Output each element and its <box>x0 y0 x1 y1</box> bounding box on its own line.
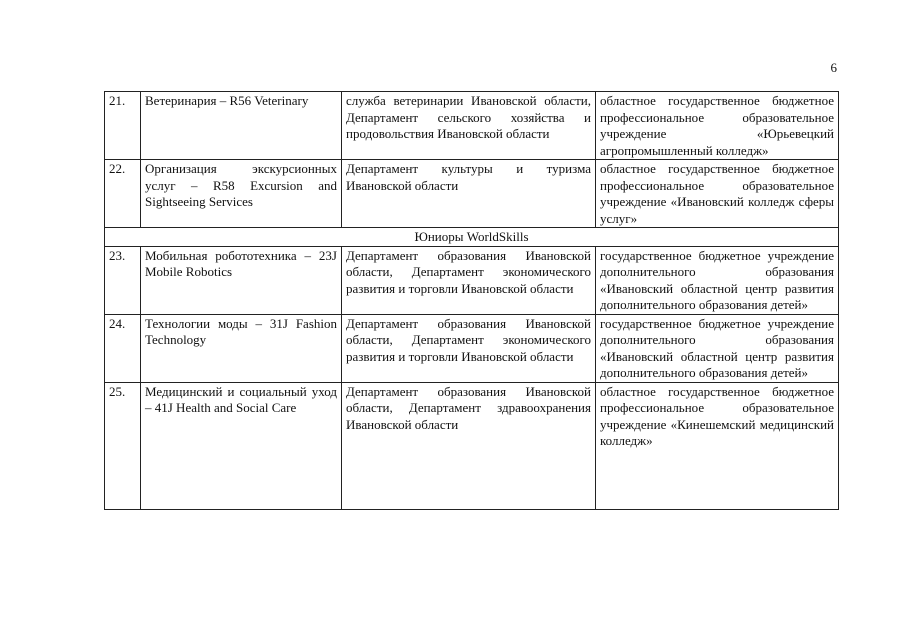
section-title: Юниоры WorldSkills <box>105 228 839 247</box>
row-number: 22. <box>105 160 141 228</box>
competency-name: Технологии моды – 31J Fashion Technology <box>141 314 342 382</box>
table-row <box>105 382 839 509</box>
row-number: 24. <box>105 314 141 382</box>
table-row <box>105 246 839 314</box>
row-number: 25. <box>105 382 141 509</box>
responsible-department: Департамент образования Ивановской области, Департамент экономического развития и торговли Ивановской области <box>342 246 596 314</box>
competency-table <box>104 91 839 510</box>
competency-name: Мобильная робототехника – 23J Mobile Robotics <box>141 246 342 314</box>
responsible-department: Департамент образования Ивановской области, Департамент здравоохранения Ивановской области <box>342 382 596 509</box>
table-row <box>105 160 839 228</box>
base-organization: государственное бюджетное учреждение дополнительного образования «Ивановский областной центр развития дополнительного образования детей» <box>596 246 839 314</box>
page-number: 6 <box>830 60 837 75</box>
table-row <box>105 92 839 160</box>
base-organization: государственное бюджетное учреждение дополнительного образования «Ивановский областной центр развития дополнительного образования детей» <box>596 314 839 382</box>
competency-name: Медицинский и социальный уход – 41J Health and Social Care <box>141 382 342 509</box>
responsible-department: служба ветеринарии Ивановской области, Департамент сельского хозяйства и продовольствия Ивановской области <box>342 92 596 160</box>
competency-name: Организация экскурсионных услуг – R58 Excursion and Sightseeing Services <box>141 160 342 228</box>
responsible-department: Департамент образования Ивановской области, Департамент экономического развития и торговли Ивановской области <box>342 314 596 382</box>
competency-name: Ветеринария – R56 Veterinary <box>141 92 342 160</box>
section-header-row <box>105 228 839 247</box>
row-number: 21. <box>105 92 141 160</box>
row-number: 23. <box>105 246 141 314</box>
base-organization: областное государственное бюджетное профессиональное образовательное учреждение «Ивановский колледж сферы услуг» <box>596 160 839 228</box>
base-organization: областное государственное бюджетное профессиональное образовательное учреждение «Кинешемский медицинский колледж» <box>596 382 839 509</box>
base-organization: областное государственное бюджетное профессиональное образовательное учреждение «Юрьевецкий агропромышленный колледж» <box>596 92 839 160</box>
table-row <box>105 314 839 382</box>
responsible-department: Департамент культуры и туризма Ивановской области <box>342 160 596 228</box>
